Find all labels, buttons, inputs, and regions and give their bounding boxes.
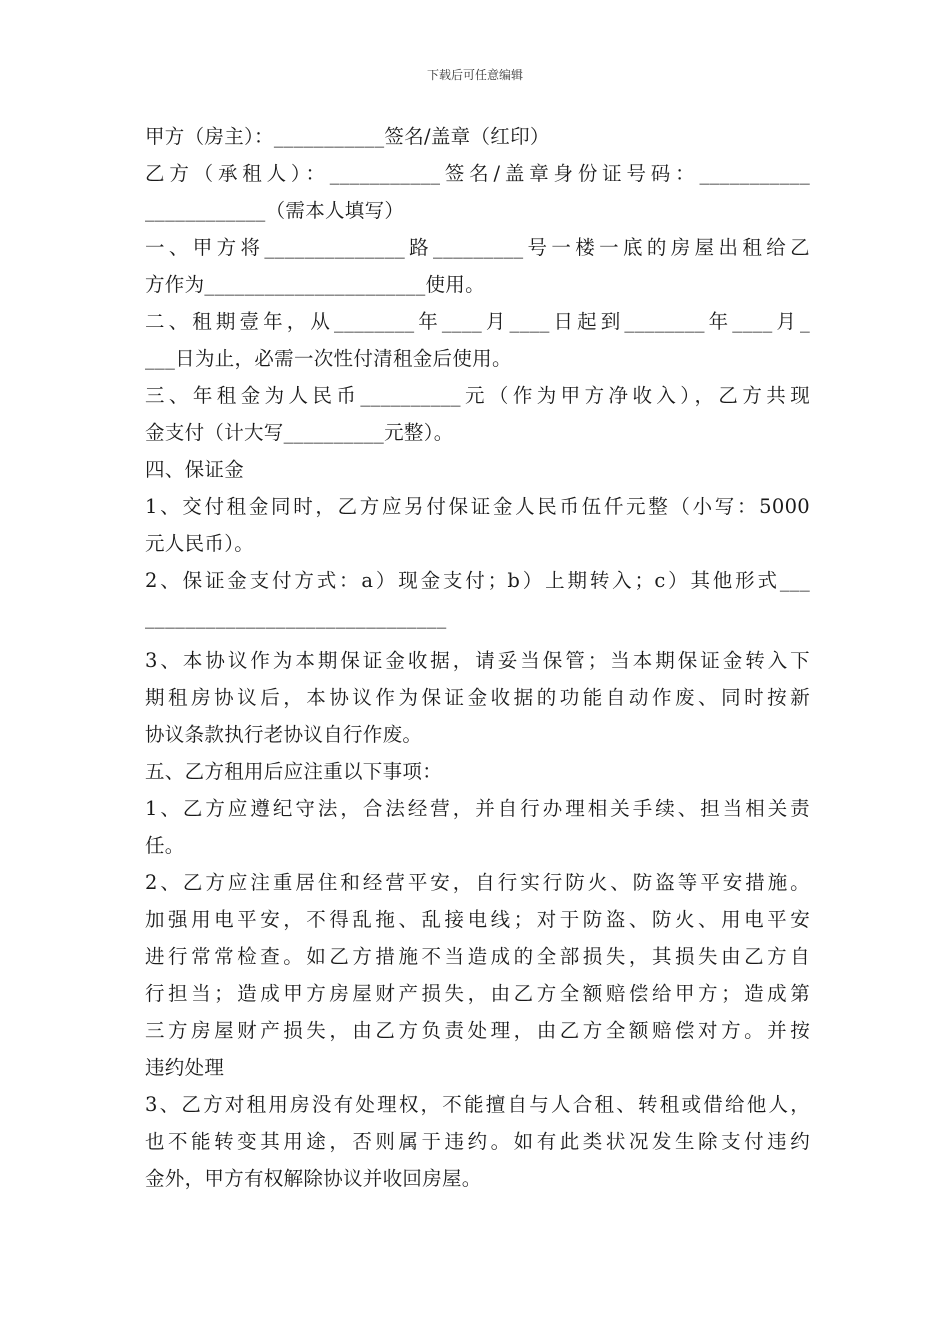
clause-4-1-line-1: 1、交付租金同时，乙方应另付保证金人民币伍仟元整（小写：5000 [145,495,810,518]
clause-4-2-line-1: 2、保证金支付方式：a）现金支付；b）上期转入；c）其他形式___ [145,569,810,592]
clause-5-1-line-2: 任。 [145,834,185,857]
clause-2-line-1: 二、租期壹年，从________年____月____日起到________年____月_ [145,310,810,333]
clause-5-2-line-4: 行担当；造成甲方房屋财产损失，由乙方全额赔偿给甲方；造成第 [145,982,810,1005]
contract-body [145,118,810,1197]
party-b-line: 乙方（承租人）：___________签名/盖章身份证号码：___________ [145,162,810,185]
clause-3-line-1: 三、年租金为人民币__________元（作为甲方净收入），乙方共现 [145,384,810,407]
clause-5-heading: 五、乙方租用后应注重以下事项： [145,760,443,783]
clause-5-3-line-2: 也不能转变其用途，否则属于违约。如有此类状况发生除支付违约 [145,1130,810,1153]
clause-5-2-line-3: 进行常常检查。如乙方措施不当造成的全部损失，其损失由乙方自 [145,945,810,968]
party-a-line: 甲方（房主）：___________签名/盖章（红印） [145,125,550,148]
clause-5-3-line-1: 3、乙方对租用房没有处理权，不能擅自与人合租、转租或借给他人， [145,1093,810,1116]
clause-4-heading: 四、保证金 [145,458,245,481]
clause-5-2-line-6: 违约处理 [145,1056,225,1079]
clause-1-line-2: 方作为______________________使用。 [145,273,485,296]
clause-5-2-line-1: 2、乙方应注重居住和经营平安，自行实行防火、防盗等平安措施。 [145,871,810,894]
clause-4-2-line-2: ______________________________ [145,606,447,629]
clause-4-3-line-1: 3、本协议作为本期保证金收据，请妥当保管；当本期保证金转入下 [145,649,810,672]
clause-5-1-line-1: 1、乙方应遵纪守法，合法经营，并自行办理相关手续、担当相关责 [145,797,810,820]
clause-2-line-2: ___日为止，必需一次性付清租金后使用。 [145,347,512,370]
clause-5-3-line-3: 金外，甲方有权解除协议并收回房屋。 [145,1167,482,1190]
clause-4-3-line-2: 期租房协议后，本协议作为保证金收据的功能自动作废、同时按新 [145,686,810,709]
clause-4-1-line-2: 元人民币）。 [145,532,255,555]
party-b-id-line: ____________（需本人填写） [145,199,405,222]
page-header: 下载后可任意编辑 [426,68,523,82]
clause-4-3-line-3: 协议条款执行老协议自行作废。 [145,723,423,746]
clause-3-line-2: 金支付（计大写__________元整）。 [145,421,454,444]
clause-5-2-line-2: 加强用电平安，不得乱拖、乱接电线；对于防盗、防火、用电平安 [145,908,810,931]
clause-1-line-1: 一、甲方将______________路_________号一楼一底的房屋出租给乙 [145,236,810,259]
clause-5-2-line-5: 三方房屋财产损失，由乙方负责处理，由乙方全额赔偿对方。并按 [145,1019,810,1042]
